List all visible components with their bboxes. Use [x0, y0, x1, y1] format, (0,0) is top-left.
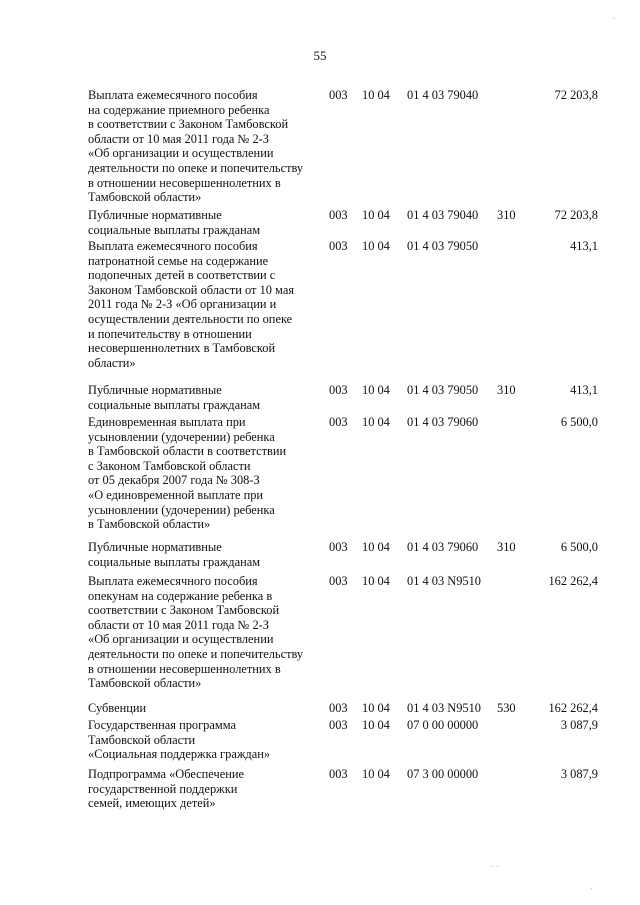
section-code: 10 04 — [362, 415, 390, 429]
row-description — [88, 767, 324, 811]
section-code: 10 04 — [362, 574, 390, 588]
description-line: социальные выплаты гражданам — [88, 554, 261, 569]
description-line: деятельности по опеке и попечительству — [88, 160, 304, 175]
description-line: области от 10 мая 2011 года № 2-З — [88, 131, 269, 146]
row-description — [88, 718, 324, 762]
target-code: 07 0 00 00000 — [407, 718, 479, 732]
admin-code: 003 — [329, 383, 348, 397]
page-number: 55 — [313, 48, 327, 63]
target-code: 01 4 03 79050 — [407, 383, 479, 397]
description-line: Выплата ежемесячного пособия — [88, 88, 258, 102]
target-code: 01 4 03 N9510 — [407, 574, 481, 588]
description-line: усыновлении (удочерении) ребенка — [88, 502, 275, 517]
amount: 162 262,4 — [548, 574, 598, 588]
description-line: в отношении несовершеннолетних в — [88, 175, 281, 190]
target-code: 01 4 03 79060 — [407, 415, 479, 429]
description-line: Тамбовской области» — [88, 676, 202, 691]
description-line: «Социальная поддержка граждан» — [88, 747, 271, 762]
description-line: от 05 декабря 2007 года № 308-З — [88, 473, 260, 488]
section-code: 10 04 — [362, 88, 390, 102]
description-line: Публичные нормативные — [88, 540, 222, 554]
scan-speck: · · — [490, 862, 500, 873]
description-line: подопечных детей в соответствии с — [88, 268, 276, 283]
description-line: с Законом Тамбовской области — [88, 458, 251, 473]
target-code: 01 4 03 79050 — [407, 239, 479, 253]
description-line: деятельности по опеке и попечительству — [88, 646, 304, 661]
amount: 3 087,9 — [560, 767, 598, 781]
amount: 413,1 — [570, 239, 598, 253]
description-line: семей, имеющих детей» — [88, 796, 216, 811]
description-line: области от 10 мая 2011 года № 2-З — [88, 617, 269, 632]
section-code: 10 04 — [362, 239, 390, 253]
scan-speck: · — [590, 884, 594, 895]
description-line: усыновлении (удочерении) ребенка — [88, 429, 275, 444]
description-line: Публичные нормативные — [88, 208, 222, 222]
target-code: 07 3 00 00000 — [407, 767, 479, 781]
target-code: 01 4 03 N9510 — [407, 701, 481, 715]
scan-speck: · — [612, 14, 616, 25]
row-description — [88, 540, 324, 569]
row-description — [88, 701, 324, 716]
description-line: в соответствии с Законом Тамбовской — [88, 117, 289, 132]
admin-code: 003 — [329, 88, 348, 102]
description-line: в Тамбовской области в соответствии — [88, 444, 287, 459]
amount: 413,1 — [570, 383, 598, 397]
expense-type-code: 530 — [497, 701, 516, 715]
section-code: 10 04 — [362, 767, 390, 781]
description-line: опекунам на содержание ребенка в — [88, 588, 273, 603]
description-line: государственной поддержки — [88, 781, 238, 796]
description-line: области» — [88, 355, 136, 370]
description-line: Тамбовской области — [88, 732, 196, 747]
target-code: 01 4 03 79040 — [407, 208, 479, 222]
description-line: Выплата ежемесячного пособия — [88, 239, 258, 253]
description-line: Тамбовской области» — [88, 190, 202, 205]
amount: 72 203,8 — [554, 88, 598, 102]
description-line: Государственная программа — [88, 718, 236, 732]
description-line: Подпрограмма «Обеспечение — [88, 767, 244, 781]
description-line: Единовременная выплата при — [88, 415, 246, 429]
description-line: Публичные нормативные — [88, 383, 222, 397]
description-line: в отношении несовершеннолетних в — [88, 661, 281, 676]
description-line: соответствии с Законом Тамбовской — [88, 603, 280, 618]
description-line: социальные выплаты гражданам — [88, 222, 261, 237]
admin-code: 003 — [329, 239, 348, 253]
target-code: 01 4 03 79040 — [407, 88, 479, 102]
description-line: «О единовременной выплате при — [88, 487, 264, 502]
section-code: 10 04 — [362, 383, 390, 397]
description-line: на содержание приемного ребенка — [88, 102, 270, 117]
description-line: социальные выплаты гражданам — [88, 397, 261, 412]
description-line: и попечительству в отношении — [88, 326, 252, 341]
admin-code: 003 — [329, 574, 348, 588]
admin-code: 003 — [329, 540, 348, 554]
admin-code: 003 — [329, 208, 348, 222]
row-description — [88, 574, 324, 691]
row-description — [88, 239, 324, 370]
admin-code: 003 — [329, 415, 348, 429]
row-description — [88, 88, 324, 205]
amount: 6 500,0 — [560, 415, 598, 429]
row-description — [88, 415, 324, 532]
expense-type-code: 310 — [497, 208, 516, 222]
admin-code: 003 — [329, 767, 348, 781]
description-line: несовершеннолетних в Тамбовской — [88, 341, 276, 356]
amount: 72 203,8 — [554, 208, 598, 222]
expense-type-code: 310 — [497, 540, 516, 554]
description-line: 2011 года № 2-З «Об организации и — [88, 297, 277, 312]
section-code: 10 04 — [362, 208, 390, 222]
target-code: 01 4 03 79060 — [407, 540, 479, 554]
description-line: Законом Тамбовской области от 10 мая — [88, 282, 295, 297]
description-line: «Об организации и осуществлении — [88, 632, 274, 647]
row-description — [88, 208, 324, 237]
section-code: 10 04 — [362, 540, 390, 554]
amount: 3 087,9 — [560, 718, 598, 732]
amount: 6 500,0 — [560, 540, 598, 554]
description-line: осуществлении деятельности по опеке — [88, 311, 293, 326]
admin-code: 003 — [329, 718, 348, 732]
row-description — [88, 383, 324, 412]
section-code: 10 04 — [362, 701, 390, 715]
description-line: в Тамбовской области» — [88, 517, 211, 532]
description-line: патронатной семье на содержание — [88, 253, 269, 268]
description-line: «Об организации и осуществлении — [88, 146, 274, 161]
amount: 162 262,4 — [548, 701, 598, 715]
section-code: 10 04 — [362, 718, 390, 732]
admin-code: 003 — [329, 701, 348, 715]
description-line: Субвенции — [88, 701, 147, 715]
expense-type-code: 310 — [497, 383, 516, 397]
description-line: Выплата ежемесячного пособия — [88, 574, 258, 588]
